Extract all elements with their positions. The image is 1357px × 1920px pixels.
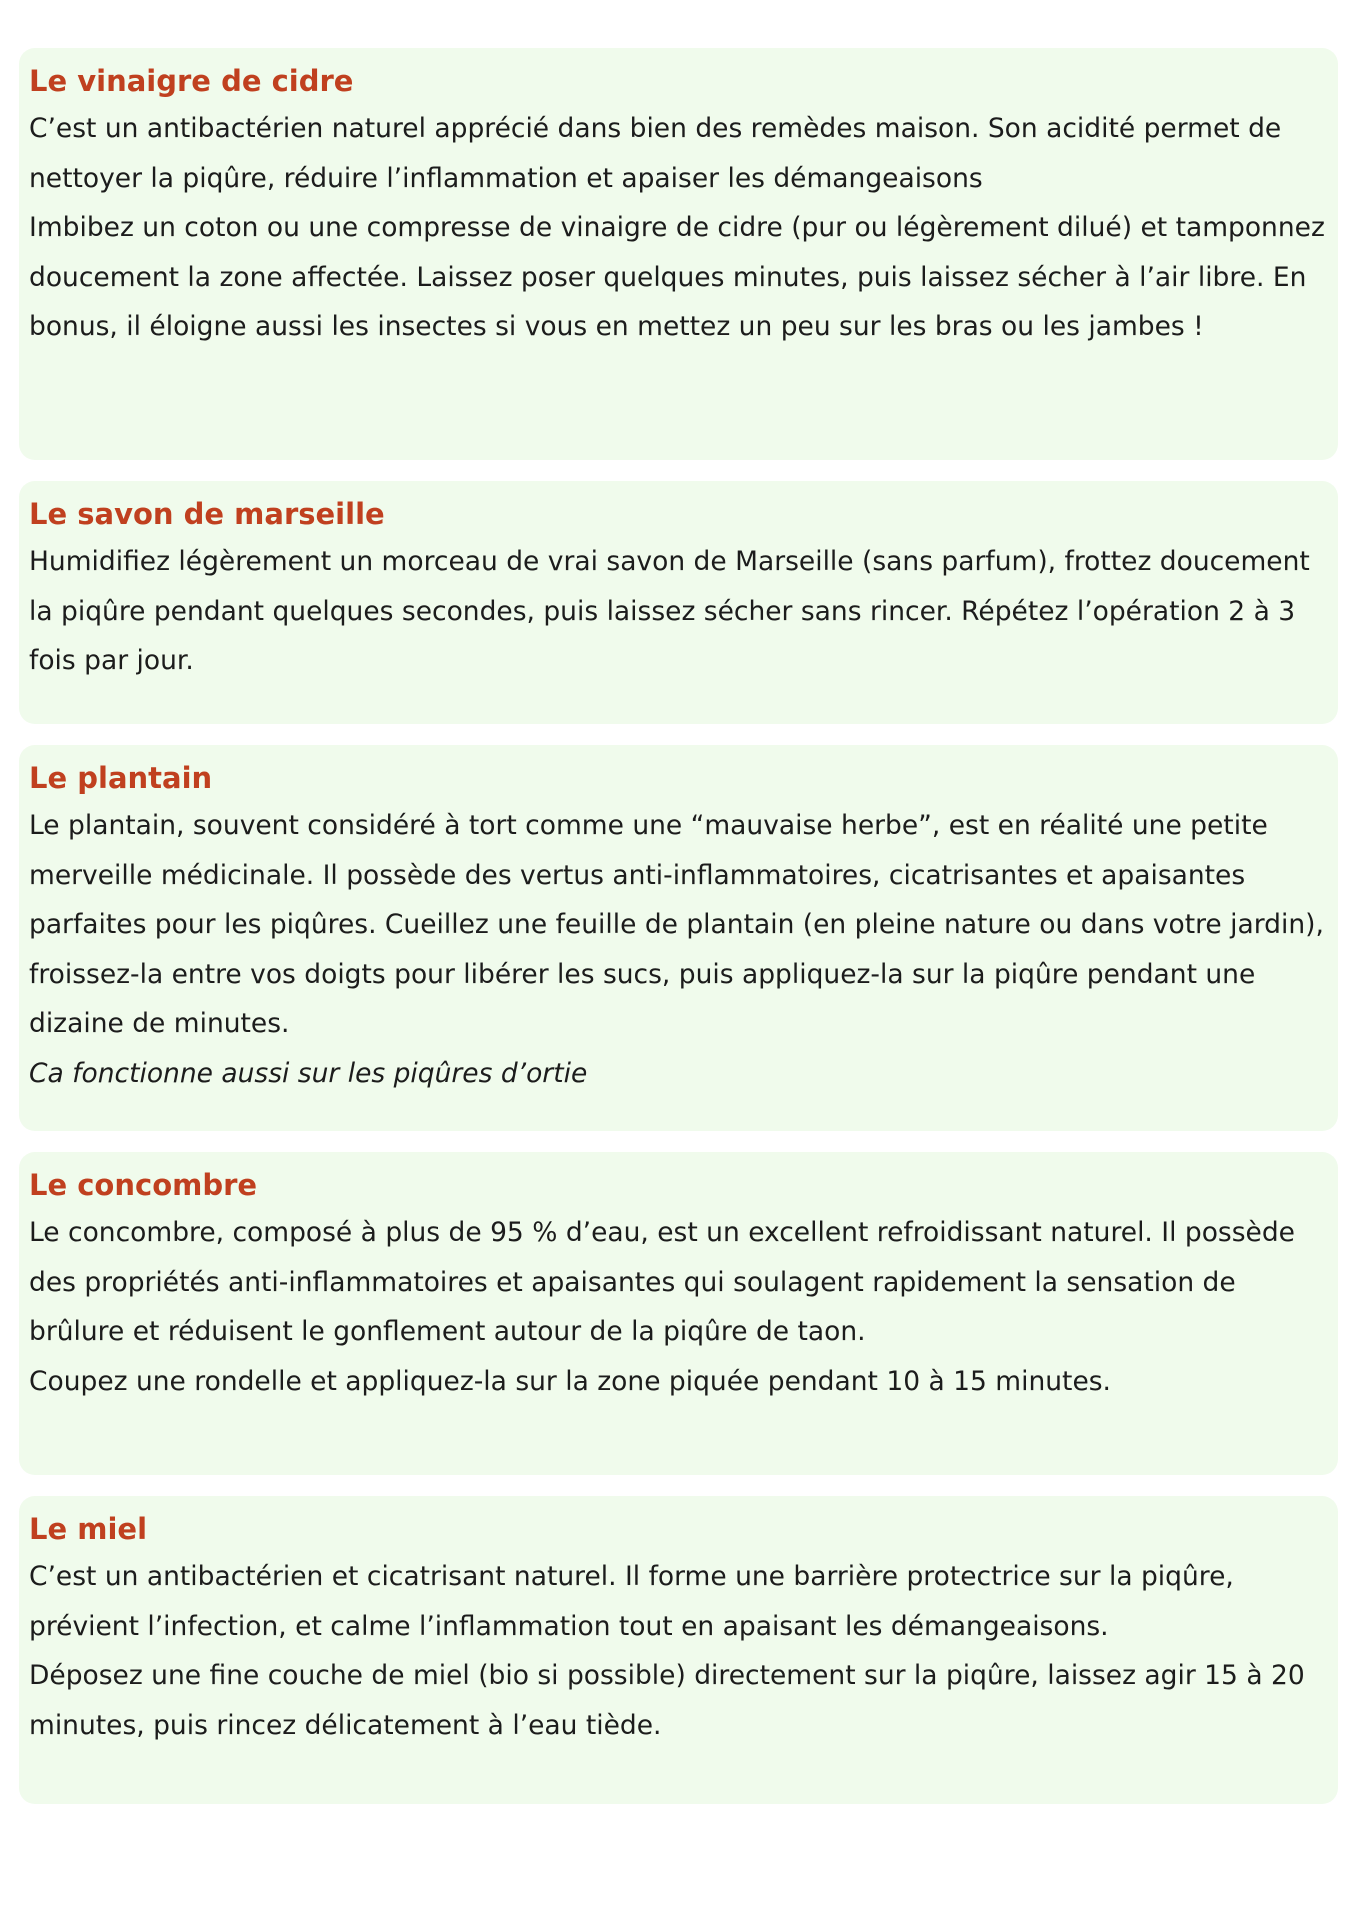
remedies-list [19, 48, 1338, 1825]
card-note: Ca fonctionne aussi sur les piqûres d’ortie [29, 1057, 588, 1089]
card-vinaigre-de-cidre [19, 48, 1338, 460]
card-paragraph: Déposez une fine couche de miel (bio si possible) directement sur la piqûre, laissez agir 15 à 20 minutes, puis rincez délicatement à l’eau tiède. [29, 1660, 1305, 1741]
card-title: Le miel [29, 1512, 148, 1546]
card-paragraph: Coupez une rondelle et appliquez-la sur la zone piquée pendant 10 à 15 minutes. [29, 1365, 1111, 1397]
card-paragraph: C’est un antibactérien naturel apprécié dans bien des remèdes maison. Son acidité permet de nettoyer la piqûre, réduire l’inflammation et apaiser les démangeaisons [29, 113, 1282, 194]
card-paragraph: Humidifiez légèrement un morceau de vrai savon de Marseille (sans parfum), frottez doucement la piqûre pendant quelques secondes, puis laissez sécher sans rincer. Répétez l’opération 2 à 3 fois par jour. [29, 546, 1310, 676]
card-miel [19, 1496, 1338, 1804]
card-plantain [19, 745, 1338, 1131]
card-title: Le savon de marseille [29, 497, 385, 531]
card-paragraph: Imbibez un coton ou une compresse de vinaigre de cidre (pur ou légèrement dilué) et tamponnez doucement la zone affectée. Laissez poser quelques minutes, puis laissez sécher à l’air libre. En bonus, il éloigne aussi les insectes si vous en mettez un peu sur les bras ou les jambes ! [29, 212, 1325, 342]
card-title: Le vinaigre de cidre [29, 64, 354, 98]
card-paragraph: Le plantain, souvent considéré à tort comme une “mauvaise herbe”, est en réalité une petite merveille médicinale. Il possède des vertus anti-inflammatoires, cicatrisantes et apaisantes parfaites pour les piqûres. Cueillez une feuille de plantain (en pleine nature ou dans votre jardin), froissez-la entre vos doigts pour libérer les sucs, puis appliquez-la sur la piqûre pendant une dizaine de minutes. [29, 810, 1324, 1039]
card-savon-de-marseille [19, 481, 1338, 724]
card-paragraph: Le concombre, composé à plus de 95 % d’eau, est un excellent refroidissant naturel. Il possède des propriétés anti-inflammatoires et apaisantes qui soulagent rapidement la sensation de brûlure et réduisent le gonflement autour de la piqûre de taon. [29, 1217, 1295, 1347]
card-paragraph: C’est un antibactérien et cicatrisant naturel. Il forme une barrière protectrice sur la piqûre, prévient l’infection, et calme l’inflammation tout en apaisant les démangeaisons. [29, 1561, 1234, 1642]
card-concombre [19, 1152, 1338, 1475]
card-title: Le concombre [29, 1168, 258, 1202]
card-title: Le plantain [29, 761, 213, 795]
